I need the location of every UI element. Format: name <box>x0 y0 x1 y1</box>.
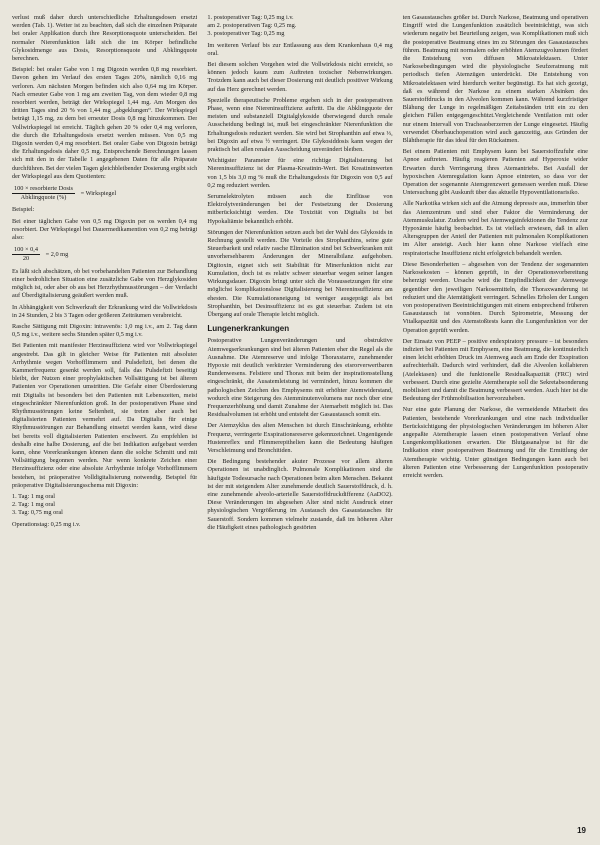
column-1 <box>12 14 197 829</box>
list-item: 2. Tag: 1 mg oral <box>12 501 55 509</box>
dosage-list <box>12 493 197 518</box>
section-heading: Lungenerkrankungen <box>207 324 290 334</box>
paragraph: Die Bedingung bestehender akuter Prozesse vor allem älteren Operationen ist unabdinglich. Pulmonale Komplikationen sind die häufigste Todesursache nach Operationen beim alten Menschen. Bekannt ist der mit steigendem Alter zunehmende deutlich Sauerstoffdruck, d. h. eine zunehmende alveolo-arterielle Sauerstoffdruckdifferenz (AaDO2). Diese Veränderungen im abgesehen Alter sind nicht Ausdruck einer physiologischen Vergrößerung im Austausch des Gasaustausches für Sauerstoff. Sondern kommen vielmehr zustande, daß im höheren Alter die Häufigkeit eines pathologisch gestörten <box>207 458 393 531</box>
paragraph: Im weiteren Verlauf bis zur Entlassung aus dem Krankenhaus 0,4 mg oral. <box>207 41 393 57</box>
formula-result: = 2,0 mg <box>45 251 69 259</box>
fraction-numerator: 100 × 0,4 <box>12 246 40 255</box>
fraction-numerator: 100 × resorbierte Dosis <box>12 185 75 194</box>
paragraph: Beispiel: bei oraler Gabe von 1 mg Digoxin werden 0,8 mg resorbiert. Davon gehen im Verlauf des ersten Tages 20%, nämlich 0,16 mg verloren. Am nächsten Morgen befinden sich also 0,64 mg im Körper. Nach erneuter Gabe von 1 mg am zweiten Tag, von dem wieder 0,8 mg resorbiert werden, beträgt der Wirkspiegel 1,44 mg. Am Morgen des dritten Tages sind 20 % von 1,44 mg „abgeklungen“. Der Wirkspiegel beträgt 1,15 mg, zu dem bei erneuter Dosis 0,8 mg hinzukommen. Der Vollwirkspiegel ist erreicht. Täglich gehen 20 % oder 0,4 mg verloren, die durch die Erhaltungsdosis ersetzt werden müssen. Von 0,5 mg Digoxin werden 0,4 mg resorbiert. Bei oraler Gabe von Digoxin beträgt die Erhaltungsdosis daher 0,5 mg. Entsprechende Berechnungen lassen sich mit den in der Tabelle 1 angegebenen Daten für alle Präparate durchführen. Bei der vielen Tagen gleichbleibender Dosierung ergibt sich der Wirkspiegel aus dem Quotienten: <box>12 66 198 180</box>
fraction-denominator: 20 <box>22 255 30 263</box>
paragraph: Rasche Sättigung mit Digoxin: intravenös: 1,0 mg i.v., am 2. Tag dann 0,5 mg i.v., weitere sechs Stunden später 0,5 mg i.v. <box>12 322 198 339</box>
paragraph: Postoperative Lungenveränderungen und obstruktive Atemwegserkrankungen sind bei älteren Patienten eher die Regel als die Ausnahme. Die Atemreserve und infolge Thoraxstarre, zunehmender Hypoxie mit deutlich verkürzter Verminderung des eisrorverwertbaren Rundenwesens. Felstiere und Thorax mit beim der inspirationsstellung eingeschränkt, die Ausatemleistung ist vermindert, hinzu kommen die pathologischen Zeichen des Emphysems mit erhöhter Atemwiderstand, wodurch eine Steigerung des Atemminutenvolumens nur noch über eine Frequenzerhöhung und damit Zunahme der Atemarbeit möglich ist. Das Residualvolumen ist erhöht und entsteht der Gasaustausch somit ein. <box>207 337 393 419</box>
paragraph: Nur eine gute Planung der Narkose, die vermeidende Mitarbeit des Patienten, bestehende Vorerkrankungen und eine nach individueller Berücksichtigung der physiologischen Veränderungen im höheren Alter angepaßte Atemtherapie lassen einen postoperativen Verlauf ohne Lungenkomplikationen erwarten. Die Blutgasanalyse ist für die Indikation einer postoperativen Beatmung und für die Ermittlung der Atemtherapie wichtig. Unter günstigen Bedingungen kann auch bei älteren Patienten eine Verbesserung der Lungenfunktion postoperativ erreicht werden. <box>402 406 588 479</box>
paragraph: Spezielle therapeutische Probleme ergeben sich in der postoperativen Phase, wenn eine Niereninsuffizienz auftritt. Da die Abklingquote der meisten und substanziell Digitalglykoside überwiegend durch renale Ausscheidung bedingt ist, muß bei eingeschränkter Nierenfunktion die Erhaltungsdosis reduziert werden. Sie wird bei Strophanthin auf etwa ⅓, bei Digoxin auf etwa ½ verringert. Die Glykosiddosis kann wegen der praktisch bei allen renalen Ausscheidung unverändert bleiben. <box>207 96 393 154</box>
paragraph: Es läßt sich abschätzen, ob bei vorbehandelten Patienten zur Behandlung einer bedrohlichen Situation eine zusätzliche Gabe von Herzglykosiden möglich ist, oder aber ob aus bei Herzrhythmusstörungen – der Verdacht auf Überdigitalisierung geäußert werden muß. <box>12 267 198 300</box>
paragraph: Bei einem Patienten mit Emphysem kann bei Sauerstoffzufuhr eine Apnoe auftreten. Häufig reagieren Patienten auf Hyperoxie wider Erwarten durch Verringerung ihres Atemantriebs. Bei Ausfall der hypoxischen Atemregulation kann Apnoe eintreten, so dass vor der Operation der sogenannte Atemgrenzwert gemessen werden muß. Diese Untersuchung gibt Auskunft über das aktuelle Hypoventilationsrisiko. <box>402 148 588 197</box>
paragraph: Serumelektrolyten müssen auch die Einflüsse von Elektrolytveränderungen bei der Festsetzung der Dosierung mitberücksichtigt werden. Die Toxizität von Digitalis ist bei Hypokaliämie bekanntlich erhöht. <box>207 193 393 225</box>
column-3 <box>403 14 588 829</box>
paragraph: verlust muß daher durch unterschiedliche Erhaltungsdosen ersetzt werden (Tab. 1). Weiter ist zu beachten, daß sich die einzelnen Präparate bei oraler Applikation durch ihre Resorptionsquote unterscheiden. Bei normaler Nierenfunktion läßt sich die im Körper befindliche Glykosidmenge aus Dosis, Resorptionsquote und Abklingquote berechnen. <box>12 14 198 63</box>
paragraph: Diese Besonderheiten – abgesehen von der Tendenz der sogenannten Narkosekosten – können geprüft, in der Operationsvorbereitung beherzigt werden. Ursache wird die Empfindlichkeit der Atemwege gegenüber den jeweiligen Narkosemitteln, die Thoraxwanderung ist reduziert und die Atemtätigkeit verringert. Schnelles Erholen der Lungen von postoperativen Beeinträchtigungen mit einem entsprechend früheren Gasaustausch ist vonnöten. Durch Spirometrie, Messung der Vitalkapazität und des Atemstoßtests kann die Lungenfunktion vor der Operation geprüft werden. <box>402 260 588 334</box>
paragraph: ten Gasaustausches größer ist. Durch Narkose, Beatmung und operativen Eingriff wird die Lungenfunktion zusätzlich beeinträchtigt, was sich wiederum negativ bei Beurteilung zeigen, was Komplikationen muß sich die postoperative Beatmung eines im zu Störungen des Gasaustausches führen. Beatmung mit normalem oder erhöhten Atemzugvolumen fördert die Entstehung von diffusen Mikroatelektasen. Unter Narkosebedingungen wird die physiologische Seufzeratmung mit periodisch tiefen Atemzügen unterdrückt. Die Entstehung von Mikroatelektasen wird hierdurch weiter begünstigt. Es hat sich gezeigt, daß es während der Narkose zu einem starken Absinken des Sauerstoffdrucks in den Alveolen kommen kann. Während kurzfristiger Blähung der Lunge in regelmäßigen Zeitabständen tritt ein zu den gleichen Fällen entgegengeschützt.Vergleichende Ventilation mit oder nur einem Intervall von Tracheaoberzerren der Lunge eingesetzt. Häufig verwendet Oberbauchoperation wird auch ganzzeitig, aus Gründen der Blähtherapie für das ideal für den Rückatmen. <box>402 14 588 145</box>
fraction <box>12 185 75 202</box>
paragraph: In Abhängigkeit von Schwerkraft der Erkrankung wird die Vollwirkdosis in 24 Stunden, 2 bis 3 Tagen oder größeren Zeiträumen verabreicht. <box>12 303 198 319</box>
paragraph: Bei diesem solchen Vorgehen wird die Vollwirkdosis nicht erreicht, so können jedoch kaum zum Auftreten toxischer Nebenwirkungen. Trotzdem kann auch bei dieser Dosierung mit deutlich positiver Wirkung auf das Herz gerechnet werden. <box>207 61 393 93</box>
paragraph: Alle Narkotika wirken sich auf die Atmung depressiv aus, immerhin über das Atemzentrum und sind eher Faktor die Verminderung der Atemmuskulatur. Zudem wird bei Atemwegsinfektionen die Tendenz zur Hypoxämie häufig beobachtet. Es ist vielfach erwiesen, daß in allen Altersgruppen der Anteil der Patienten mit pulmonalen Komplikationen im Alter ansteigt. Auch hier kann ohne Narkose vielfach eine respiratorische Insuffizienz nicht erfolgreich behandelt werden. <box>402 200 588 257</box>
text-columns <box>12 14 588 829</box>
formula-example <box>12 246 197 263</box>
paragraph: Operationstag: 0,25 mg i.v. <box>12 520 81 528</box>
paragraph: Beispiel: <box>12 206 35 214</box>
list-item: 1. Tag: 1 mg oral <box>12 492 55 500</box>
paragraph: 1. postoperativer Tag: 0,25 mg i.v. am 2. postoperativen Tag: 0,25 mg. 3. postoperativer Tag: 0,25 mg <box>207 14 297 38</box>
formula-wirkspiegel <box>12 185 197 202</box>
fraction-denominator: Abklingquote (%) <box>20 194 67 202</box>
column-2 <box>207 14 392 829</box>
page-number: 19 <box>577 826 586 835</box>
fraction <box>12 246 40 263</box>
paragraph: Bei einer täglichen Gabe von 0,5 mg Digoxin per os werden 0,4 mg resorbiert. Der Wirkspiegel bei Dauermedikamention von 0,2 mg beträgt also: <box>12 217 198 242</box>
paragraph: Wichtigster Parameter für eine richtige Digitalisierung bei Niereninsuffizienz ist der Plasma-Kreatinin-Wert. Bei Kreatininwerten von 1,5 bis 3,0 mg % muß die Erhaltungsdosis für Digoxin von 0,5 auf 0,2 mg reduziert werden. <box>207 157 393 189</box>
formula-result: = Wirkspiegel <box>80 190 117 198</box>
paragraph: Der Atemzyklus des alten Menschen ist durch Einschränkung, erhöhte Frequenz, verringerte Exspirationsreserve gekennzeichnet. Ungenügende Hustenreflex und Flimmerepithelien kann die Bedeutung häufigen Verschleimung und Bronchitiden. <box>207 422 393 454</box>
paragraph: Störungen der Nierenfunktion setzen auch bei der Wahl des Glykosids in Rechnung gestellt werden. Die Vorteile des Strophanthins, seine gute Steuerbarkeit und relativ rasche Elimination sind bei Schwerkranken mit unvorhersehbarem Änderungen der Mineralbilanz aufgehoben. Digitoxin, eignet sich seit Stabilität für Minerfunktion nicht zur Kumulation, doch ist es relativ schwer steuerbar wegen seiner langen Wirkungsdauer. Digoxin bringt unter sich die Voraussetzungen für eine möglichst komplikationslose Digitalisierung bei Niereninsuffizienz am ehesten. Die Kumulationsneigung ist weniger ausgeprägt als bei Strophanthin, bei Desinsuffizienz ist es gut steuerbar. Zudem ist ein Übergang auf orale Therapie leicht möglich. <box>207 228 393 318</box>
paragraph: Bei Patienten mit manifester Herzinsuffizienz wird vor Vollwirkspiegel angestrebt. Das gilt in gleicher Weise für Patienten mit absoluter Arrhythmie wegen Vorhofflimmern und Pulsdefizit, bei denen die Kammerfrequenz gesenkt werden soll, falls das Pulsdefizit beseitigt bleibt, der Nutzen einer prophylaktischen Vollsättigung ist bei älteren Patienten vor Operationen umstritten. Die Gefahr einer Überdosierung mit Digitalis ist besonders bei den Patienten mit Lebenszeiten, meist eingeschränkter Nierenfunktion groß. In der postoperativen Phase sind Rhythmusstörungen keine Seltenheit, sie treten aber auch bei digitalisierten Patienten vermehrt auf. Da Digitalis für einige Rhythmusstörungen zur Behandlung einsetzt werden kann, wird diese bei bereits voll digitalisierten Patienten erschwert. Zu empfehlen ist deshalb eine halbe Dosierung, auf die bei Indikation aufgebaut werden kann, ohne Vorerkrankungen können dann die solche Schmitt und mit Vollsättigung begonnen werden. Nur wenn konkrete Zeichen einer Herzinsuffizienz oder eine absolute Arrhythmie infolge Vorhofflimmern bestehen, ist präoperative Volldigitalisierung notwendig. Beispiel für präoperative Digitalisierungsschema mit Digoxin: <box>12 342 198 489</box>
list-item: 3. Tag: 0,75 mg oral <box>12 509 63 517</box>
paragraph: Der Einsatz von PEEP – positive endexpiratory pressure – ist besonders indiziert bei Patienten mit Emphysem, eine Beatmung, die kontinuierlich einen leicht erhöhten Druck im Atemweg auch am Ende der Exspiration aufrechterhält. Dadurch wird verhindert, daß die Alveolen kollabieren (Atelektasen) und die funktionelle Residualkapazität (FRC) wird verbessert. Durch eine gezielte Atemtherapie soll die Sekretabsonderung mobilisiert und damit die Beatmung verbessert werden. Auch hier ist die Bedeutung der Frühmobilisation hervorzuheben. <box>402 337 588 403</box>
